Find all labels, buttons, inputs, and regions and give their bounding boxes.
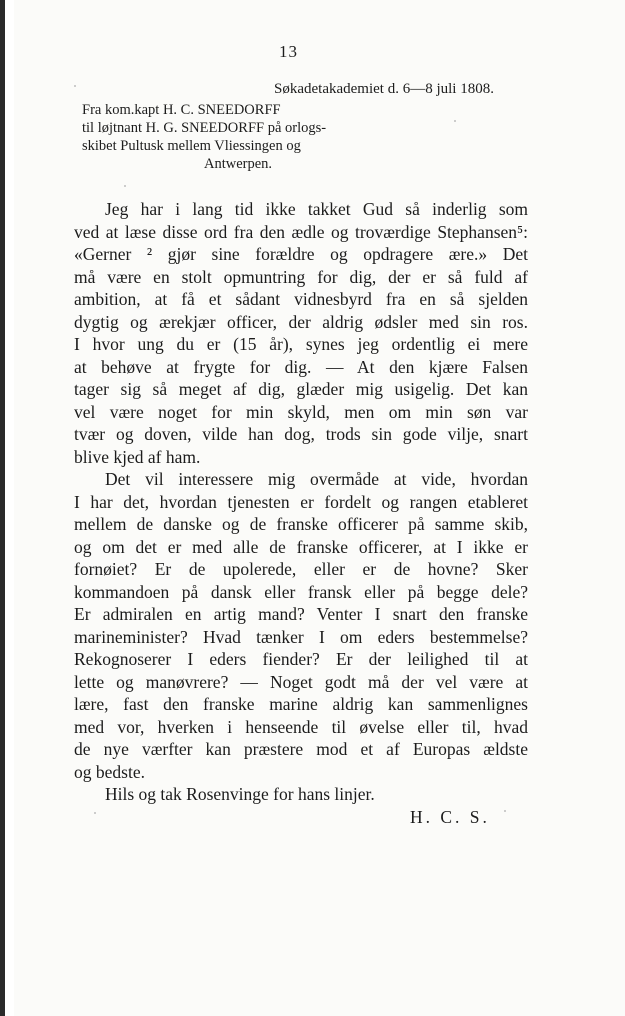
paragraph-2 [74,468,528,783]
text-line: ambition, at få et sådant vidnesbyrd fra en så sjelden [74,289,528,309]
text-line: I hvor ung du er (15 år), synes jeg ordentlig ei mere [74,334,528,354]
text-line: Det vil interessere mig overmåde at vide, hvordan [105,469,528,489]
text-line: tvær og doven, vilde han dog, trods sin gode vilje, snart [74,424,528,444]
text-line: I har det, hvordan tjenesten er fordelt og rangen etableret [74,491,528,512]
letter-header [82,101,372,173]
header-line: Fra kom.kapt H. C. SNEEDORFF [82,102,281,118]
text-line: tager sig så meget af dig, glæder mig usigelig. Det kan [74,379,528,399]
text-line: fornøiet? Er de upolerede, eller er de hovne? Sker [74,559,528,579]
text-line: kommandoen på dansk eller fransk eller på begge dele? [74,581,528,602]
text-line: marineminister? Hvad tænker I om eders bestemmelse? [74,626,528,647]
text-line: mellem de danske og de franske officerer på samme skib, [74,514,528,534]
text-line: at behøve at frygte for dig. — At den kjære Falsen [74,356,528,377]
header-line: Antwerpen. [204,156,273,172]
text-line: lette og manøvrere? — Noget godt må der vel være at [74,671,528,692]
text-line: Rekognoserer I eders fiender? Er der leilighed til at [74,649,528,669]
paragraph-1 [74,198,528,468]
dateline: Søkadetakademiet d. 6—8 juli 1808. [274,81,494,97]
text-line: vel være noget for min skyld, men om min søn var [74,401,528,422]
text-line: «Gerner ² gjør sine forældre og opdragere ære.» Det [74,244,528,264]
text-line: må være en stolt opmuntring for dig, der er så fuld af [74,266,528,287]
text-line: Hils og tak Rosenvinge for hans linjer. [105,784,375,804]
text-line: ved at læse disse ord fra den ædle og troværdige Stephansen⁵: [74,221,528,242]
text-line: Er admiralen en artig mand? Venter I snart den franske [74,604,528,624]
signature: H. C. S. [410,807,490,827]
header-line: til løjtnant H. G. SNEEDORFF på orlogs- [82,120,327,136]
letter-body [74,198,528,806]
text-line: de nye værfter kan præstere mod et af Europas ældste [74,739,528,759]
paragraph-3 [74,783,528,806]
text-line: blive kjed af ham. [74,446,201,467]
text-line: lære, fast den franske marine aldrig kan sammenlignes [74,694,528,714]
text-line: og bedste. [74,761,145,782]
text-line: og om det er med alle de franske officerer, at I ikke er [74,536,528,557]
scan-edge [0,0,5,1016]
text-line: dygtig og ærekjær officer, der aldrig ødsler med sin ros. [74,311,528,332]
header-line: skibet Pultusk mellem Vliessingen og [82,138,301,154]
page-number: 13 [279,42,298,61]
text-line: Jeg har i lang tid ikke takket Gud så inderlig som [105,199,528,219]
text-line: med vor, hverken i henseende til øvelse eller til, hvad [74,716,528,737]
